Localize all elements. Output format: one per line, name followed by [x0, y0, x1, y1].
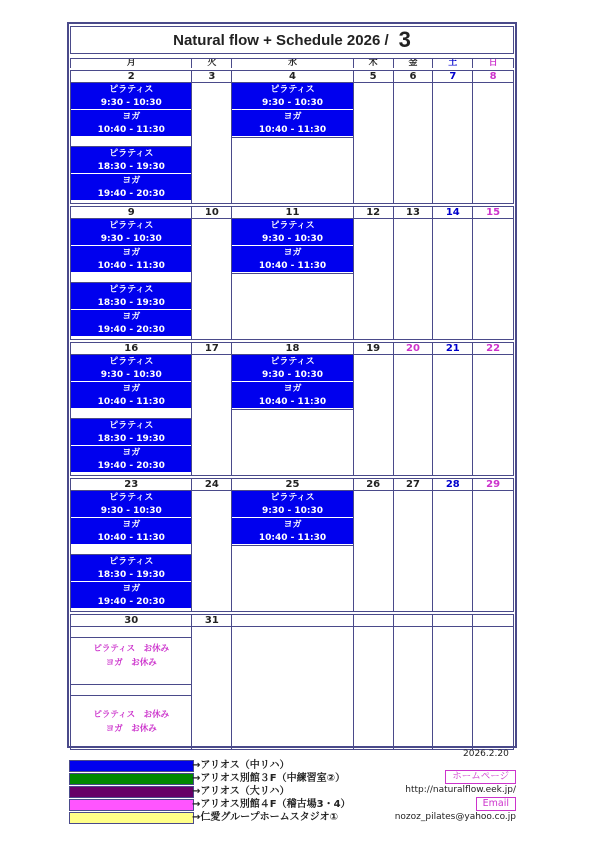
- class-time: 18:30 - 19:30: [97, 161, 165, 172]
- class-time: 10:40 - 11:30: [97, 124, 165, 135]
- weekday-mon: 月: [71, 59, 192, 68]
- day-cell: [433, 219, 473, 339]
- legend-swatch: [69, 773, 194, 785]
- page-title: [70, 26, 514, 54]
- class-name: ヨガ: [283, 383, 302, 394]
- weekday-sun: 日: [488, 59, 498, 68]
- class-time: 9:30 - 10:30: [100, 233, 162, 244]
- date-cell: 24: [192, 479, 232, 490]
- off-notice: ピラティス お休み: [93, 644, 170, 654]
- date-cell: 25: [232, 479, 353, 490]
- email-button[interactable]: Email: [476, 797, 516, 811]
- class-time: 10:40 - 11:30: [258, 124, 327, 135]
- week-row: [70, 478, 514, 612]
- class-name: ピラティス: [109, 556, 154, 567]
- week-body: [71, 491, 513, 611]
- day-cell: [354, 627, 394, 749]
- date-cell: [354, 615, 394, 626]
- day-cell: [473, 83, 513, 203]
- class-time: 18:30 - 19:30: [97, 433, 165, 444]
- date-cell: 3: [192, 71, 232, 82]
- class-name: ピラティス: [109, 84, 154, 95]
- class-block: [232, 246, 352, 273]
- class-name: ヨガ: [283, 247, 302, 258]
- class-time: 19:40 - 20:30: [97, 596, 165, 607]
- class-time: 9:30 - 10:30: [261, 97, 324, 108]
- day-cell: [354, 83, 394, 203]
- day-cell: [394, 627, 434, 749]
- day-cell: [232, 627, 353, 749]
- class-time: 18:30 - 19:30: [97, 569, 165, 580]
- legend-swatch: [69, 760, 194, 772]
- class-time: 9:30 - 10:30: [100, 369, 162, 380]
- class-block: [71, 147, 191, 174]
- week-row: [70, 70, 514, 204]
- date-cell: [473, 615, 513, 626]
- class-time: 10:40 - 11:30: [258, 396, 327, 407]
- class-time: 10:40 - 11:30: [258, 532, 327, 543]
- title-month: 3: [398, 27, 411, 52]
- homepage-url[interactable]: http://naturalflow.eek.jp/: [405, 785, 516, 795]
- class-name: ピラティス: [109, 356, 154, 367]
- date-cell: 10: [192, 207, 232, 218]
- legend-swatch: [69, 786, 194, 798]
- legend-label: →アリオス（大リハ）: [192, 786, 290, 797]
- class-block: [232, 83, 352, 110]
- day-cell: [354, 355, 394, 475]
- day-cell: [71, 219, 192, 339]
- contact-links: [370, 770, 516, 824]
- date-cell: 7: [433, 71, 473, 82]
- date-cell: 31: [192, 615, 232, 626]
- day-cell: [394, 491, 434, 611]
- date-cell: 8: [489, 71, 497, 82]
- day-cell: [354, 219, 394, 339]
- date-cell: 11: [232, 207, 353, 218]
- date-cell: 28: [433, 479, 473, 490]
- class-name: ピラティス: [109, 148, 154, 159]
- date-cell: 26: [354, 479, 394, 490]
- class-time: 10:40 - 11:30: [97, 260, 165, 271]
- day-cell: [433, 627, 473, 749]
- title-text: Natural flow + Schedule 2026 /: [173, 31, 389, 49]
- date-cell: 29: [486, 479, 501, 490]
- class-block: [232, 219, 352, 246]
- weekday-wed: 水: [232, 59, 353, 68]
- class-block: [232, 382, 352, 409]
- legend-swatch: [69, 799, 194, 811]
- class-time: 10:40 - 11:30: [97, 396, 165, 407]
- class-block: [232, 355, 352, 382]
- class-time: 9:30 - 10:30: [261, 233, 324, 244]
- date-cell: 30: [71, 615, 192, 626]
- class-time: 10:40 - 11:30: [258, 260, 327, 271]
- date-cell: 6: [394, 71, 434, 82]
- day-cell: [433, 355, 473, 475]
- week-row-last: [70, 614, 514, 750]
- day-cell: [192, 355, 232, 475]
- day-cell: [71, 83, 192, 203]
- calendar-grid: [70, 58, 514, 750]
- legend-swatch: [69, 812, 194, 824]
- date-row: [71, 343, 513, 355]
- day-cell: [473, 627, 513, 749]
- date-cell: 27: [394, 479, 434, 490]
- class-name: ヨガ: [122, 111, 141, 122]
- date-cell: 13: [394, 207, 434, 218]
- class-name: ヨガ: [122, 175, 141, 186]
- date-cell: 15: [486, 207, 501, 218]
- date-cell: 2: [71, 71, 192, 82]
- legend-label: →アリオス別館４F（稽古場3・4）: [192, 799, 351, 810]
- date-cell: [232, 615, 353, 626]
- day-cell: [192, 627, 232, 749]
- day-cell: [394, 219, 434, 339]
- class-block: [71, 283, 191, 310]
- weekday-header: [70, 58, 514, 68]
- date-cell: 19: [354, 343, 394, 354]
- class-name: ピラティス: [109, 284, 154, 295]
- class-block: [232, 518, 352, 545]
- date-cell: 17: [192, 343, 232, 354]
- day-cell: [232, 219, 353, 339]
- day-cell: [192, 491, 232, 611]
- week-body: [71, 355, 513, 475]
- legend-label: →仁愛グループホームスタジオ①: [192, 812, 339, 823]
- legend-labels: [192, 759, 351, 824]
- class-block: [71, 419, 191, 446]
- class-block: [71, 174, 191, 201]
- week-row: [70, 342, 514, 476]
- day-cell: [394, 355, 434, 475]
- class-name: ヨガ: [122, 519, 141, 530]
- day-cell: [473, 355, 513, 475]
- week-body: [71, 83, 513, 203]
- class-block: [232, 491, 352, 518]
- class-time: 9:30 - 10:30: [100, 97, 162, 108]
- legend-swatches: [69, 760, 199, 825]
- class-block: [71, 582, 191, 609]
- class-name: ヨガ: [122, 383, 141, 394]
- class-name: ピラティス: [270, 84, 315, 95]
- class-name: ヨガ: [122, 447, 141, 458]
- day-cell: [473, 219, 513, 339]
- day-cell: [71, 355, 192, 475]
- homepage-button[interactable]: ホームページ: [445, 770, 516, 784]
- date-cell: 5: [354, 71, 394, 82]
- day-cell: [394, 83, 434, 203]
- off-notice: ピラティス お休み: [93, 710, 170, 720]
- day-cell: [192, 83, 232, 203]
- class-block: [71, 355, 191, 382]
- day-cell: [192, 219, 232, 339]
- day-cell: [354, 491, 394, 611]
- class-block: [71, 518, 191, 545]
- class-name: ピラティス: [109, 492, 154, 503]
- class-time: 19:40 - 20:30: [97, 460, 165, 471]
- week-body: [71, 627, 513, 749]
- date-cell: 4: [232, 71, 353, 82]
- class-block: [71, 491, 191, 518]
- day-cell: [232, 491, 353, 611]
- class-time: 19:40 - 20:30: [97, 188, 165, 199]
- class-name: ピラティス: [270, 356, 315, 367]
- class-block: [71, 83, 191, 110]
- class-name: ピラティス: [109, 420, 154, 431]
- class-name: ピラティス: [270, 492, 315, 503]
- weekday-fri: 金: [394, 59, 434, 68]
- class-block: [71, 219, 191, 246]
- class-block: [232, 110, 352, 137]
- day-cell: [433, 491, 473, 611]
- class-name: ヨガ: [122, 583, 141, 594]
- class-time: 9:30 - 10:30: [261, 369, 324, 380]
- class-block: [71, 555, 191, 582]
- date-cell: 23: [71, 479, 192, 490]
- class-name: ピラティス: [270, 220, 315, 231]
- week-row: [70, 206, 514, 340]
- class-name: ヨガ: [122, 311, 141, 322]
- weekday-thu: 木: [354, 59, 394, 68]
- date-cell: 18: [232, 343, 353, 354]
- date-cell: [394, 615, 434, 626]
- class-block: [71, 446, 191, 473]
- day-cell: [433, 83, 473, 203]
- class-name: ヨガ: [283, 519, 302, 530]
- day-cell: [473, 491, 513, 611]
- class-time: 10:40 - 11:30: [97, 532, 165, 543]
- class-name: ヨガ: [122, 247, 141, 258]
- weekday-tue: 火: [192, 59, 232, 68]
- class-time: 19:40 - 20:30: [97, 324, 165, 335]
- date-cell: 12: [354, 207, 394, 218]
- class-block: [71, 382, 191, 409]
- legend-label: →アリオス別館３F（中練習室②）: [192, 773, 346, 784]
- class-name: ピラティス: [109, 220, 154, 231]
- date-row: [71, 615, 513, 627]
- class-time: 18:30 - 19:30: [97, 297, 165, 308]
- date-cell: 22: [486, 343, 501, 354]
- class-block: [71, 310, 191, 337]
- class-name: ヨガ: [283, 111, 302, 122]
- date-row: [71, 479, 513, 491]
- date-stamp: 2026.2.20: [463, 749, 509, 759]
- class-time: 9:30 - 10:30: [100, 505, 162, 516]
- date-cell: 9: [71, 207, 192, 218]
- class-block: [71, 246, 191, 273]
- class-time: 9:30 - 10:30: [261, 505, 324, 516]
- date-cell: 16: [71, 343, 192, 354]
- off-notice: ヨガ お休み: [105, 724, 157, 734]
- date-cell: 14: [433, 207, 473, 218]
- day-cell-mon: [71, 627, 192, 749]
- legend-label: →アリオス（中リハ）: [192, 760, 290, 771]
- day-cell: [232, 355, 353, 475]
- date-cell: [433, 615, 473, 626]
- class-block: [71, 110, 191, 137]
- day-cell: [71, 491, 192, 611]
- date-cell: 20: [394, 343, 434, 354]
- off-notice: ヨガ お休み: [105, 658, 157, 668]
- date-row: [71, 71, 513, 83]
- date-cell: 21: [433, 343, 473, 354]
- date-row: [71, 207, 513, 219]
- email-address[interactable]: nozoz_pilates@yahoo.co.jp: [394, 812, 516, 822]
- day-cell: [232, 83, 353, 203]
- week-body: [71, 219, 513, 339]
- weekday-sat: 土: [433, 59, 473, 68]
